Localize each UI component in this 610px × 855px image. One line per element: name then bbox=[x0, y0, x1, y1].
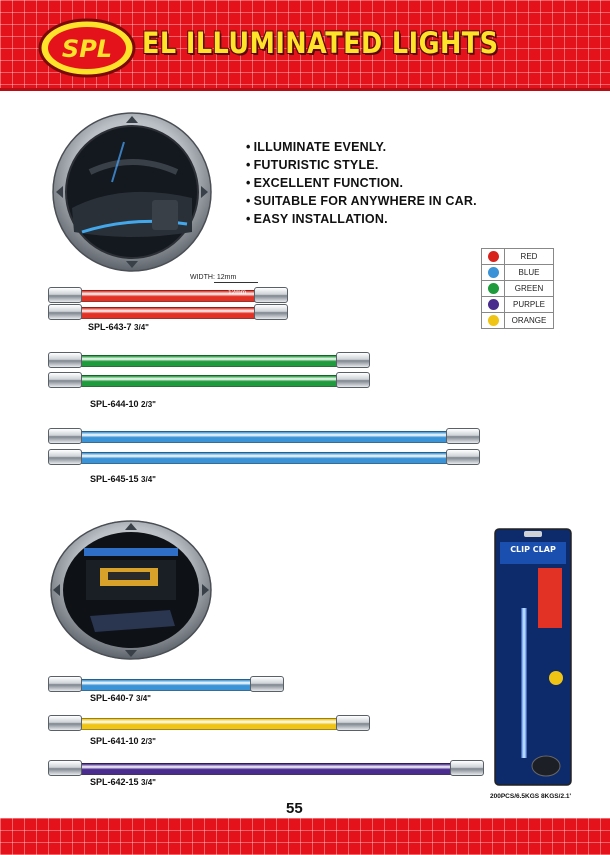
tube-end-cap bbox=[48, 287, 82, 303]
tube-end-cap bbox=[48, 715, 82, 731]
footer-banner bbox=[0, 818, 610, 855]
package-note: 200PCS/6.5KGS 8KGS/2.1' bbox=[490, 793, 572, 800]
legend-swatch-cell bbox=[482, 297, 505, 312]
model-code: SPL-640-7 bbox=[90, 693, 134, 703]
model-label bbox=[90, 736, 156, 746]
logo-text: SPL bbox=[61, 35, 113, 63]
color-swatch-icon bbox=[488, 283, 499, 294]
feature-item: • EASY INSTALLATION. bbox=[246, 210, 477, 228]
el-light-tube bbox=[48, 287, 288, 303]
el-light-tube bbox=[48, 760, 484, 776]
legend-swatch-cell bbox=[482, 249, 505, 264]
legend-swatch-cell bbox=[482, 313, 505, 328]
tube-body bbox=[64, 718, 354, 730]
audio-unit-photo bbox=[50, 520, 212, 660]
feature-item: • FUTURISTIC STYLE. bbox=[246, 156, 477, 174]
model-code: SPL-643-7 bbox=[88, 322, 132, 332]
el-light-tube bbox=[48, 715, 370, 731]
width-label: WIDTH: 12mm bbox=[190, 274, 237, 281]
legend-row-red bbox=[482, 249, 553, 265]
el-light-tube bbox=[48, 449, 480, 465]
tube-body bbox=[64, 452, 464, 464]
tube-end-cap bbox=[48, 428, 82, 444]
mm-label: 12mm bbox=[228, 289, 247, 296]
el-light-tube bbox=[48, 352, 370, 368]
color-swatch-icon bbox=[488, 267, 499, 278]
tube-end-cap bbox=[48, 676, 82, 692]
color-swatch-icon bbox=[488, 251, 499, 262]
tube-end-cap bbox=[450, 760, 484, 776]
tube-end-cap bbox=[254, 304, 288, 320]
legend-label: BLUE bbox=[518, 268, 540, 277]
tube-end-cap bbox=[48, 449, 82, 465]
tube-end-cap bbox=[48, 760, 82, 776]
model-code: SPL-644-10 bbox=[90, 399, 139, 409]
model-label bbox=[90, 474, 156, 484]
model-code: SPL-642-15 bbox=[90, 777, 139, 787]
legend-row-purple bbox=[482, 297, 553, 313]
legend-row-green bbox=[482, 281, 553, 297]
tube-end-cap bbox=[336, 715, 370, 731]
legend-row-orange bbox=[482, 313, 553, 328]
legend-label: ORANGE bbox=[511, 316, 547, 325]
tube-end-cap bbox=[48, 304, 82, 320]
legend-label: RED bbox=[520, 252, 538, 261]
model-label bbox=[90, 777, 156, 787]
page-title: EL ILLUMINATED LIGHTS bbox=[142, 26, 499, 60]
color-legend bbox=[481, 248, 554, 329]
model-size: 3/4" bbox=[134, 323, 149, 332]
legend-swatch-cell bbox=[482, 281, 505, 296]
model-code: SPL-641-10 bbox=[90, 736, 139, 746]
feature-item: • ILLUMINATE EVENLY. bbox=[246, 138, 477, 156]
retail-package bbox=[494, 528, 572, 786]
model-size: 3/4" bbox=[136, 694, 151, 703]
model-label bbox=[90, 693, 151, 703]
package-brand: CLIP CLAP bbox=[510, 545, 556, 554]
header-divider bbox=[0, 88, 610, 91]
tube-end-cap bbox=[336, 372, 370, 388]
tube-body bbox=[64, 679, 268, 691]
model-size: 2/3" bbox=[141, 737, 156, 746]
tube-body bbox=[64, 763, 468, 775]
model-label bbox=[90, 399, 156, 409]
width-pointer bbox=[214, 282, 258, 283]
tube-end-cap bbox=[446, 428, 480, 444]
model-code: SPL-645-15 bbox=[90, 474, 139, 484]
color-swatch-icon bbox=[488, 299, 499, 310]
legend-label: GREEN bbox=[514, 284, 544, 293]
legend-row-blue bbox=[482, 265, 553, 281]
model-size: 3/4" bbox=[141, 778, 156, 787]
tube-body bbox=[64, 431, 464, 443]
tube-end-cap bbox=[48, 352, 82, 368]
feature-item: • SUITABLE FOR ANYWHERE IN CAR. bbox=[246, 192, 477, 210]
el-light-tube bbox=[48, 428, 480, 444]
tube-end-cap bbox=[48, 372, 82, 388]
tube-body bbox=[64, 307, 272, 319]
feature-list bbox=[246, 138, 477, 228]
tube-end-cap bbox=[254, 287, 288, 303]
model-size: 2/3" bbox=[141, 400, 156, 409]
tube-body bbox=[64, 375, 354, 387]
color-swatch-icon bbox=[488, 315, 499, 326]
tube-end-cap bbox=[446, 449, 480, 465]
page-number: 55 bbox=[286, 800, 303, 817]
el-light-tube bbox=[48, 676, 284, 692]
el-light-tube bbox=[48, 304, 288, 320]
tube-end-cap bbox=[250, 676, 284, 692]
tube-end-cap bbox=[336, 352, 370, 368]
model-label bbox=[88, 322, 149, 332]
model-size: 3/4" bbox=[141, 475, 156, 484]
legend-swatch-cell bbox=[482, 265, 505, 280]
tube-body bbox=[64, 355, 354, 367]
legend-label: PURPLE bbox=[512, 300, 545, 309]
feature-item: • EXCELLENT FUNCTION. bbox=[246, 174, 477, 192]
dashboard-photo bbox=[52, 112, 212, 272]
el-light-tube bbox=[48, 372, 370, 388]
spl-logo bbox=[38, 18, 136, 78]
